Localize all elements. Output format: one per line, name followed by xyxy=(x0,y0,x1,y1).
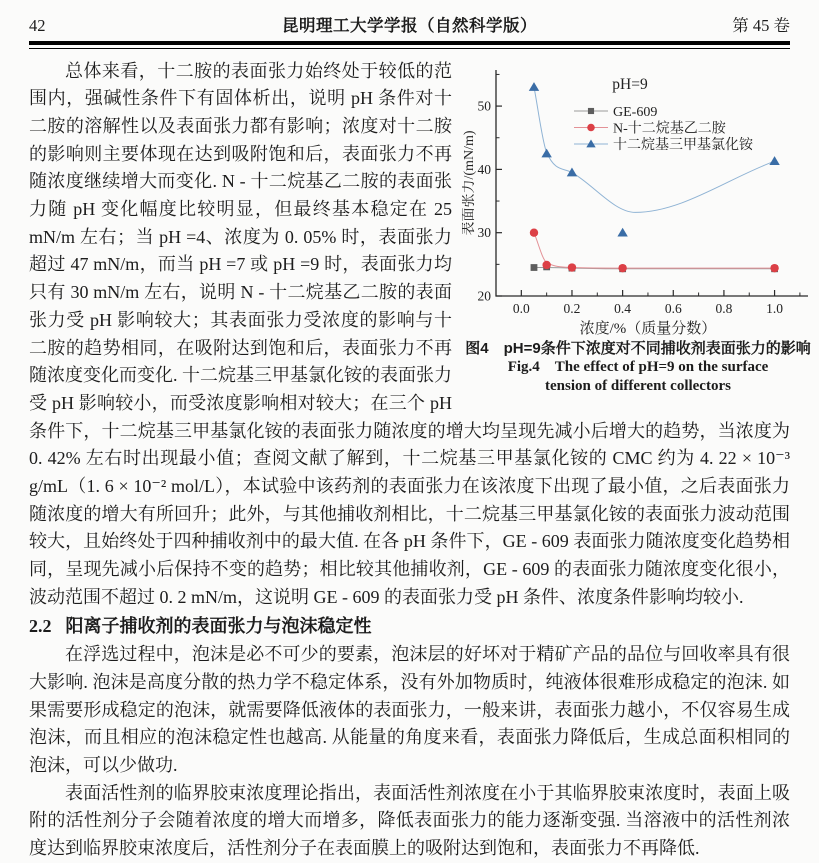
triangle-marker xyxy=(567,167,577,176)
section-title: 阳离子捕收剂的表面张力与泡沫稳定性 xyxy=(65,615,372,636)
triangle-marker xyxy=(586,139,595,147)
paragraph-froth: 在浮选过程中，泡沫是必不可少的要素，泡沫层的好坏对于精矿产品的品位与回收率具有很大影响. 泡沫是高度分散的热力学不稳定体系，没有外加物质时，纯液体很难形成稳定的泡沫. 如果需要形成稳定的泡沫，就需要降低液体的表面张力，一般来讲，表面张力越小，不仅容易生成泡沫，而且相应的泡沫稳定性也越高. 从能量的角度来看，表面张力降低后，生成总面积相同的泡沫，可以少做功. xyxy=(29,644,790,776)
chart-title: pH=9 xyxy=(612,75,648,93)
series-line xyxy=(534,232,775,267)
figure4 xyxy=(462,58,814,396)
paragraph-overview: 总体来看，十二胺的表面张力始终处于较低的范围内，强碱性条件下有固体析出，说明 pH 条件对十二胺的溶解性以及表面张力都有影响；浓度对十二胺的影响则主要体现在达到吸附饱和后，表面张力不再随浓度继续增大而变化. N - 十二烷基乙二胺的表面张力随 pH 变化幅度比较明显，但最终基本稳定在 25 mN/m 左右；当 pH =4、浓度为 0. 05% 时，表面张力超过 47 mN/m，而当 pH =7 或 pH =9 时，表面张力均只有 30 mN/m 左右，说明 N - 十二烷基乙二胺的表面张力受 pH 影响较大；其表面张力受浓度的影响与十二胺的趋势相同，在吸附达到饱和后，表面张力不再随浓度变化而变化. 十二烷基三甲基氯化铵的表面张力受 pH 影响较小，而受浓度影响相对较大；在三个 pH 条件下，十二烷基三甲基氯化铵的表面张力随浓度的增大均呈现先减小后增大的趋势，当浓度为 0. 42% 左右时出现最小值；查阅文献了解到，十二烷基三甲基氯化铵的 CMC 约为 4. 22 × 10⁻³ g/mL（1. 6 × 10⁻² mol/L），本试验中该药剂的表面张力在该浓度下出现了最小值，之后表面张力随浓度的增大有所回升；此外，与其他捕收剂相比，十二烷基三甲基氯化铵的表面张力波动范围较大，且始终处于四种捕收剂中的最大值. 在各 pH 条件下，GE - 609 表面张力随浓度变化趋势相同，呈现先减小后保持不变的趋势；相比较其他捕收剂，GE - 609 的表面张力随浓度变化很小，波动范围不超过 0. 2 mN/m，这说明 GE - 609 的表面张力受 pH 条件、浓度条件影响均较小. xyxy=(29,60,790,607)
x-tick-label: 0.0 xyxy=(512,300,530,316)
x-axis-label: 浓度/%（质量分数） xyxy=(579,320,717,337)
volume-label: 第 45 卷 xyxy=(732,16,790,35)
square-marker xyxy=(531,264,538,271)
triangle-marker xyxy=(529,82,539,91)
circle-marker xyxy=(770,263,778,271)
section-number: 2.2 xyxy=(29,615,52,636)
circle-marker xyxy=(530,228,538,236)
square-marker xyxy=(588,107,594,113)
x-tick-label: 0.8 xyxy=(715,300,733,316)
x-tick-label: 0.4 xyxy=(614,300,632,316)
circle-marker xyxy=(587,123,595,131)
journal-title: 昆明理工大学学报（自然科学版） xyxy=(282,16,537,35)
page-number: 42 xyxy=(29,16,46,35)
page-header xyxy=(29,12,790,36)
header-rule-thick xyxy=(29,41,790,45)
legend-label: N-十二烷基乙二胺 xyxy=(613,120,726,136)
section-heading-2-2 xyxy=(29,613,790,641)
paragraph-cmc: 表面活性剂的临界胶束浓度理论指出，表面活性剂浓度在小于其临界胶束浓度时，表面上吸附的活性剂分子会随着浓度的增大而增多，降低表面张力的能力逐渐变强. 当溶液中的活性剂浓度达到临界胶束浓度后，活性剂分子在表面膜上的吸附达到饱和，表面张力不再降低. xyxy=(29,782,790,859)
y-tick-label: 40 xyxy=(477,161,491,177)
series-N-十二烷基乙二胺 xyxy=(530,228,779,272)
chart-legend xyxy=(574,107,608,146)
figure4-chart xyxy=(462,58,814,338)
legend-label: 十二烷基三甲基氯化铵 xyxy=(613,137,753,153)
figure4-caption-en-line2: tension of different collectors xyxy=(545,377,731,394)
figure4-caption-en-line1: Fig.4 The effect of pH=9 on the surface xyxy=(507,358,769,375)
triangle-marker xyxy=(769,156,779,165)
y-tick-label: 50 xyxy=(477,98,491,114)
x-tick-label: 0.6 xyxy=(664,300,682,316)
figure4-caption-zh: 图4 pH=9条件下浓度对不同捕收剂表面张力的影响 xyxy=(465,339,811,357)
circle-marker xyxy=(568,263,576,271)
triangle-marker xyxy=(541,148,551,157)
article-body xyxy=(29,58,811,863)
y-tick-label: 20 xyxy=(477,288,491,303)
circle-marker xyxy=(618,263,626,271)
x-tick-label: 1.0 xyxy=(766,300,784,316)
circle-marker xyxy=(542,260,550,268)
triangle-marker xyxy=(617,227,627,236)
header-rule-thin xyxy=(29,48,790,49)
x-tick-label: 0.2 xyxy=(563,300,581,316)
y-axis-label: 表面张力/(mN/m) xyxy=(462,130,477,235)
y-tick-label: 30 xyxy=(477,224,491,240)
figure4-caption xyxy=(462,339,814,396)
legend-label: GE-609 xyxy=(613,104,658,120)
